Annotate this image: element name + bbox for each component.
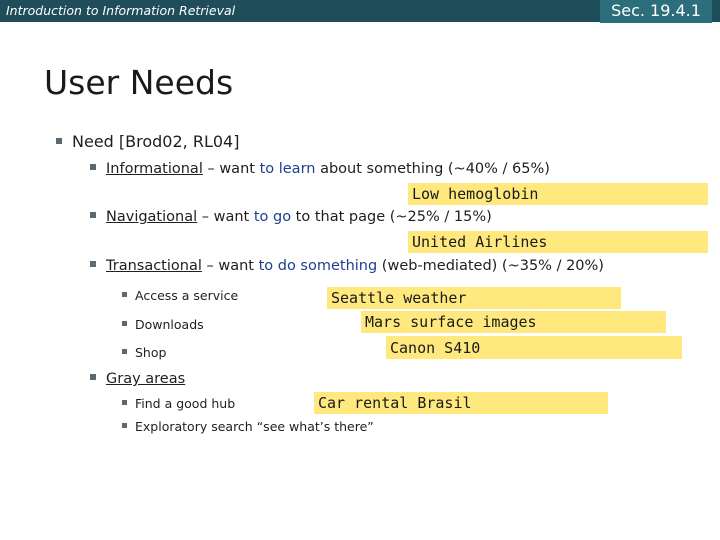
example-canon-s410: Canon S410 xyxy=(386,336,682,359)
bullet-square-icon xyxy=(90,261,96,267)
navigational-dash: – want xyxy=(197,209,254,225)
informational-dash: – want xyxy=(202,161,260,177)
gray-item-label: Find a good hub xyxy=(135,396,236,411)
navigational-verb: to go xyxy=(253,209,292,225)
transactional-verb: to do something xyxy=(258,258,378,274)
example-mars-surface-images: Mars surface images xyxy=(361,311,666,333)
bullet-square-icon xyxy=(122,400,127,405)
example-seattle-weather: Seattle weather xyxy=(327,287,621,309)
example-car-rental-brasil: Car rental Brasil xyxy=(314,392,608,414)
transactional-item xyxy=(122,288,238,303)
bullet-square-icon xyxy=(90,212,96,218)
gray-item xyxy=(122,419,374,434)
need-text: Need [Brod02, RL04] xyxy=(72,132,240,151)
informational-rest: about something (~40% / 65%) xyxy=(315,161,550,177)
slide-title: User Needs xyxy=(44,63,234,102)
informational-term: Informational xyxy=(106,161,203,177)
bullet-need xyxy=(56,132,239,151)
bullet-square-icon xyxy=(56,138,62,144)
transactional-item-label: Access a service xyxy=(135,288,239,303)
bullet-navigational xyxy=(90,209,492,225)
bullet-transactional xyxy=(90,258,604,274)
bullet-square-icon xyxy=(122,321,127,326)
bullet-square-icon xyxy=(90,374,96,380)
transactional-item-label: Downloads xyxy=(135,317,204,332)
bullet-informational xyxy=(90,161,550,177)
transactional-rest: (web-mediated) (~35% / 20%) xyxy=(377,258,604,274)
transactional-term: Transactional xyxy=(106,258,202,274)
section-label: Sec. 19.4.1 xyxy=(600,0,712,23)
course-title: Introduction to Information Retrieval xyxy=(6,3,236,18)
informational-verb: to learn xyxy=(259,161,316,177)
bullet-square-icon xyxy=(122,349,127,354)
gray-item-label: Exploratory search “see what’s there” xyxy=(135,419,374,434)
bullet-square-icon xyxy=(122,292,127,297)
gray-areas-term: Gray areas xyxy=(106,371,186,387)
example-united-airlines: United Airlines xyxy=(408,231,708,253)
transactional-item xyxy=(122,317,204,332)
bullet-gray-areas xyxy=(90,371,185,387)
gray-item xyxy=(122,396,235,411)
transactional-item xyxy=(122,345,166,360)
navigational-term: Navigational xyxy=(106,209,198,225)
transactional-dash: – want xyxy=(201,258,259,274)
navigational-rest: to that page (~25% / 15%) xyxy=(291,209,492,225)
bullet-square-icon xyxy=(90,164,96,170)
bullet-square-icon xyxy=(122,423,127,428)
transactional-item-label: Shop xyxy=(135,345,167,360)
example-low-hemoglobin: Low hemoglobin xyxy=(408,183,708,205)
